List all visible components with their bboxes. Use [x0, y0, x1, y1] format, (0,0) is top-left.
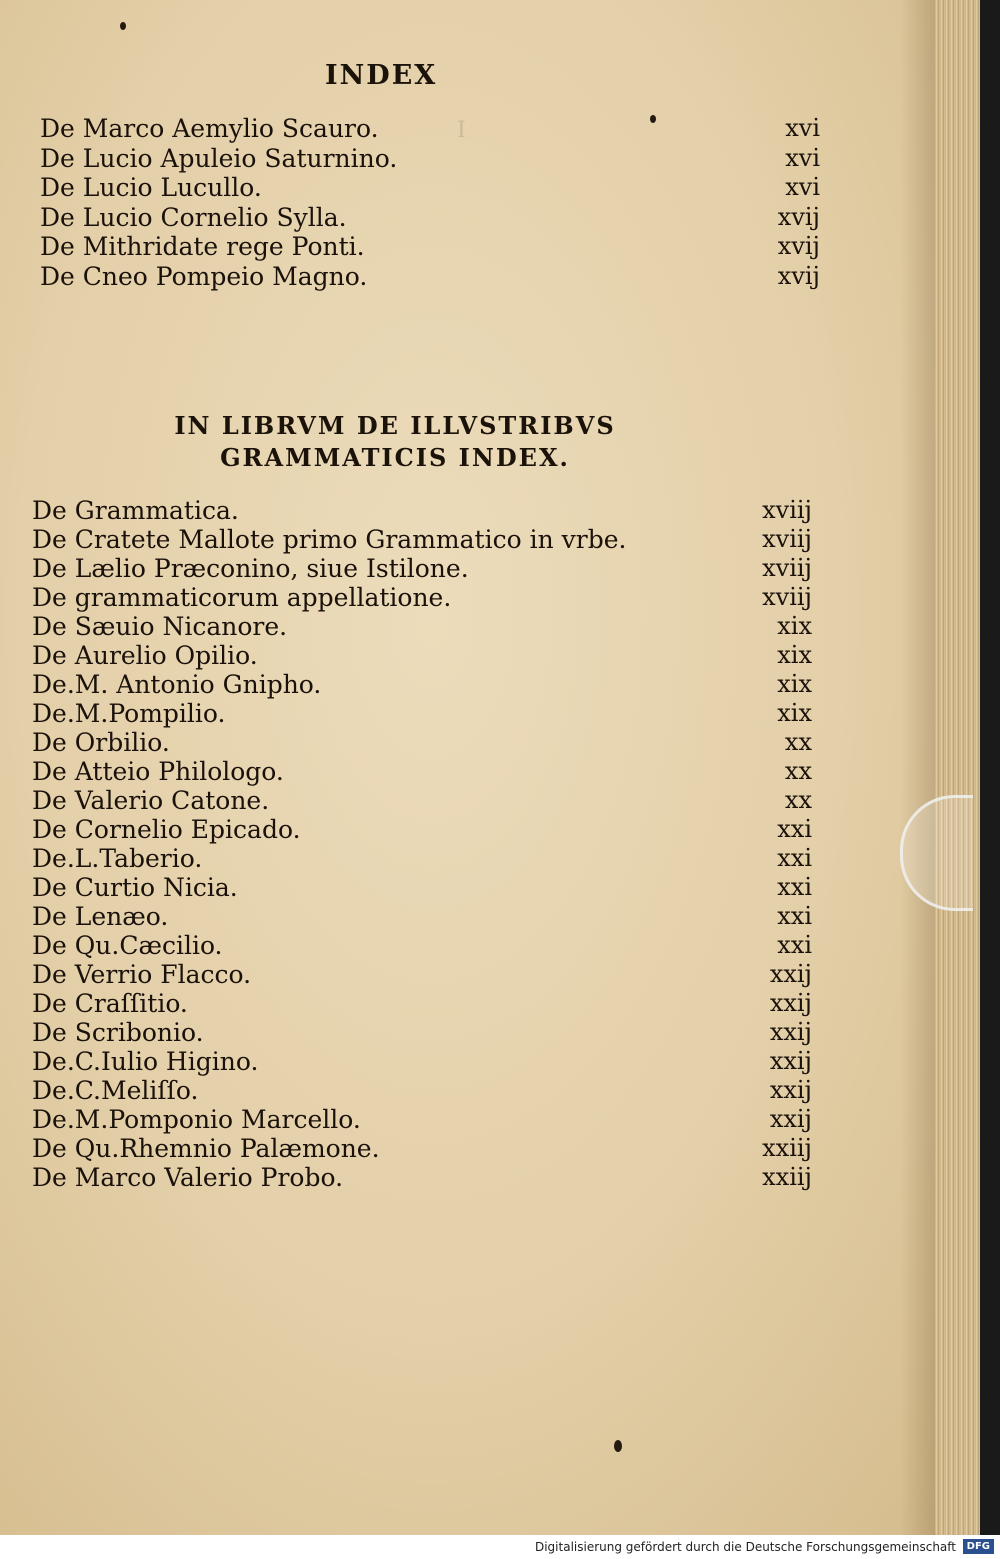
index-entry: [40, 114, 820, 143]
entry-title: De.M. Antonio Gnipho.: [32, 670, 322, 699]
index-entry: [32, 583, 812, 612]
entry-title: De Qu.Cæcilio.: [32, 931, 223, 960]
entry-page-number: xvi: [785, 173, 820, 201]
section-title-line-1: IN LIBRVM DE ILLVSTRIBVS: [174, 411, 616, 440]
index-entry: [32, 786, 812, 815]
entry-title: De Orbilio.: [32, 728, 170, 757]
index-entry: [32, 1076, 812, 1105]
entry-page-number: xviij: [762, 554, 812, 582]
entry-page-number: xxi: [777, 902, 812, 930]
entry-title: De Qu.Rhemnio Palæmone.: [32, 1134, 380, 1163]
entry-page-number: xviij: [762, 496, 812, 524]
entry-title: De Marco Aemylio Scauro.: [40, 114, 379, 143]
entry-title: De Aurelio Opilio.: [32, 641, 258, 670]
entry-title: De Cneo Pompeio Magno.: [40, 261, 368, 291]
entry-page-number: xix: [777, 699, 812, 727]
entry-page-number: xxij: [769, 1047, 812, 1075]
entry-page-number: xx: [784, 786, 812, 814]
ink-speck: [650, 115, 656, 123]
entry-page-number: xix: [777, 612, 812, 640]
index-entry: [32, 1018, 812, 1047]
entry-title: De grammaticorum appellatione.: [32, 583, 452, 612]
entry-page-number: xxij: [769, 989, 812, 1017]
entry-page-number: xvi: [785, 143, 820, 172]
ink-speck: [120, 22, 126, 30]
entry-page-number: xvij: [777, 261, 820, 290]
running-head: INDEX: [325, 60, 438, 91]
index-entry: [32, 554, 812, 583]
index-entry: [40, 203, 820, 232]
entry-title: De Craſſitio.: [32, 989, 188, 1018]
entry-title: De Atteio Philologo.: [32, 757, 284, 786]
entry-page-number: xxij: [769, 1105, 812, 1133]
entry-page-number: xxi: [777, 873, 812, 901]
ink-dot: [614, 1440, 622, 1452]
entry-title: De Grammatica.: [32, 496, 239, 525]
section-title-line-2: GRAMMATICIS INDEX.: [220, 443, 570, 472]
entry-title: De Cratete Mallote primo Grammatico in vrbe.: [32, 525, 627, 554]
index-entry: [32, 844, 812, 873]
entry-page-number: xxij: [769, 1076, 812, 1104]
entry-page-number: xvi: [785, 114, 820, 142]
entry-title: De Lucio Lucullo.: [40, 173, 262, 202]
entry-page-number: xxiij: [762, 1134, 812, 1162]
index-entry: [32, 1105, 812, 1134]
index-entry: [32, 815, 812, 844]
entry-page-number: xvij: [777, 232, 820, 260]
entry-page-number: xx: [784, 757, 812, 785]
footer-bar: [0, 1535, 1000, 1559]
entry-title: De Scribonio.: [32, 1018, 204, 1047]
entry-title: De Marco Valerio Probo.: [32, 1163, 344, 1192]
index-entry: [32, 728, 812, 757]
index-entry: [32, 1047, 812, 1076]
entry-title: De Lælio Præconino, siue Istilone.: [32, 554, 469, 583]
index-entry: [32, 496, 812, 525]
entry-title: De Lucio Apuleio Saturnino.: [40, 143, 398, 173]
entry-page-number: xx: [784, 728, 812, 756]
footer-credit: Digitalisierung gefördert durch die Deutsche Forschungsgemeinschaft: [534, 1540, 956, 1554]
entry-title: De Lucio Cornelio Sylla.: [40, 202, 347, 232]
entry-title: De Verrio Flacco.: [32, 960, 252, 989]
entry-title: De Lenæo.: [32, 902, 169, 931]
index-entry: [32, 641, 812, 670]
bleed-through-text: I: [455, 118, 466, 143]
entry-page-number: xxiij: [762, 1163, 812, 1191]
entry-title: De Cornelio Epicado.: [32, 815, 301, 844]
index-entry: [32, 931, 812, 960]
entry-page-number: xxi: [777, 844, 812, 872]
index-entry: [32, 670, 812, 699]
index-entry: [32, 960, 812, 989]
entry-title: De.L.Taberio.: [32, 844, 203, 873]
entry-title: De Mithridate rege Ponti.: [40, 232, 365, 261]
entry-title: De.C.Meliſſo.: [32, 1076, 199, 1105]
index-entry: [32, 989, 812, 1018]
index-entry: [32, 902, 812, 931]
entry-page-number: xxi: [777, 815, 812, 843]
index-entry: [32, 699, 812, 728]
index-entry: [32, 873, 812, 902]
index-entry: [32, 612, 812, 641]
index-entry: [40, 173, 820, 202]
entry-page-number: xxij: [769, 1018, 812, 1046]
dfg-logo: DFG: [963, 1539, 994, 1554]
index-entry: [40, 232, 820, 261]
entry-page-number: xix: [777, 670, 812, 698]
entry-page-number: xvij: [777, 202, 820, 231]
entry-title: De.C.Iulio Higino.: [32, 1047, 259, 1076]
entry-title: De.M.Pompilio.: [32, 699, 226, 728]
entry-page-number: xxij: [769, 960, 812, 988]
page-edges: [935, 0, 980, 1535]
entry-title: De Sæuio Nicanore.: [32, 612, 288, 641]
index-entry: [32, 757, 812, 786]
index-entry: [32, 525, 812, 554]
entry-page-number: xxi: [777, 931, 812, 959]
index-entry: [40, 144, 820, 173]
gutter-shadow: [900, 0, 940, 1535]
entry-title: De.M.Pomponio Marcello.: [32, 1105, 361, 1134]
entry-title: De Curtio Nicia.: [32, 873, 238, 902]
index-entry: [40, 262, 820, 291]
index-entry: [32, 1163, 812, 1192]
entry-page-number: xix: [777, 641, 812, 669]
entry-page-number: xviij: [762, 525, 812, 553]
entry-title: De Valerio Catone.: [32, 786, 270, 815]
entry-page-number: xviij: [762, 583, 812, 611]
index-entry: [32, 1134, 812, 1163]
